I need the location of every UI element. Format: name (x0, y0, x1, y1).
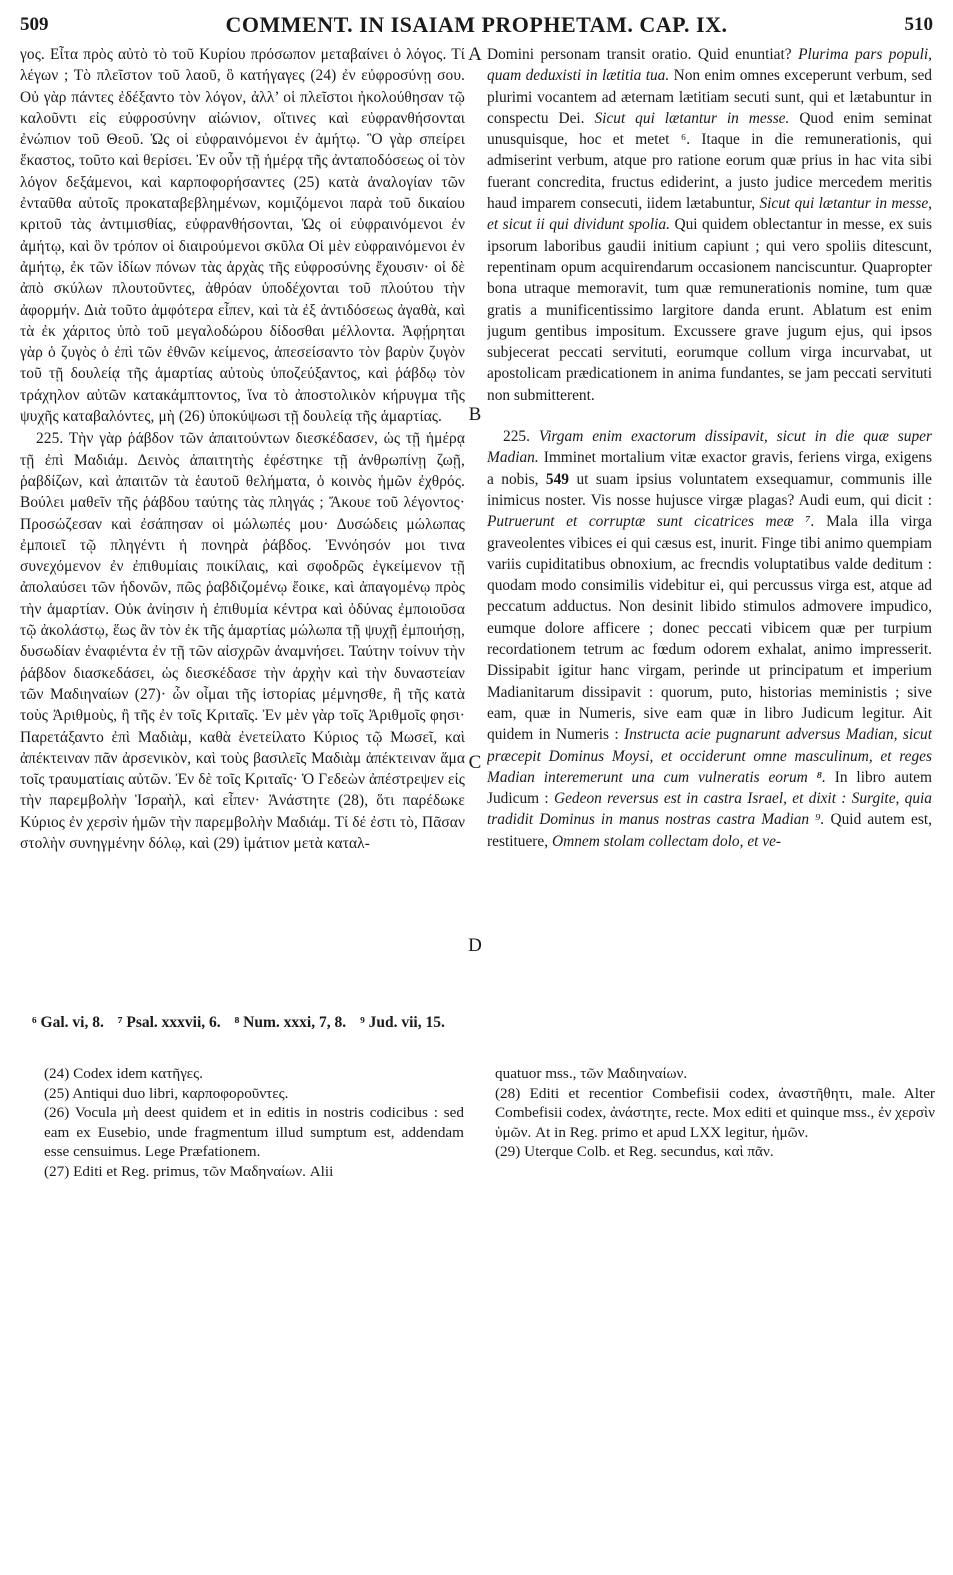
scripture-ref: ⁹ Jud. vii, 15. (360, 1014, 445, 1031)
margin-letter-b: B (468, 404, 482, 425)
latin-quote: Virgam enim exactorum dissipavit, sicut in die quæ super Madian. (487, 428, 932, 467)
footnote: quatuor mss., τῶν Μαδιηναίων. (495, 1065, 688, 1082)
column-marker: 549 (545, 470, 569, 488)
latin-text: Quod enim seminat unusquisque, hoc et metet ⁶. Itaque in die remunerationis, qui admiserint verbum, atque pro ratione eorum quæ prius in hac vita sibi fuerant concredita, fructus ediderint, a justo judice mercedem meritis haud imparem consecuti, iidem lætabuntur, (487, 109, 932, 213)
scripture-ref: ⁷ Psal. xxxvii, 6. (117, 1014, 221, 1031)
running-title: COMMENT. IN ISAIAM PROPHETAM. CAP. IX. (225, 12, 728, 37)
margin-letter-a: A (468, 44, 482, 65)
greek-paragraph: γος. Εἶτα πρὸς αὐτὸ τὸ τοῦ Κυρίου πρόσωπον μεταβαίνει ὁ λόγος. Τί λέγων ; Τὸ πλεῖστον τοῦ λαοῦ, ὃ κατήγαγες (24) ἐν εὐφροσύνῃ σου. Οὐ γὰρ πάντες ἐδέξαντο τὸν λόγον, ἀλλ’ οἱ πλεῖστοι ἠκολούθησαν τῷ καλοῦντι εἰς εὐφροσύνην αἰώνιον, οἵτινες καὶ εὐφρανθήσονται ἐνώπιον τοῦ Θεοῦ. Ὡς οἱ εὐφραινόμενοι ἐν ἀμήτῳ. Ὃ γὰρ σπείρει ἕκαστος, τοῦτο καὶ θερίσει. Ἐν οὖν τῇ ἡμέρᾳ τῆς ἀνταποδόσεως οἱ τὸν λόγον δεξάμενοι, καὶ καρποφορήσαντες (25) κατὰ ἀναλογίαν τῶν ἐνταῦθα αὐτοῖς προκαταβεβλημένων, κομιζόμενοι παρὰ τοῦ δικαίου κριτοῦ τὰς ἀντιμισθίας, εὐφρανθήσονται, Ὡς οἱ εὐφραινόμενοι ἐν ἀμήτῳ, καὶ ὃν τρόπον οἱ διαιρούμενοι σκῦλα Οἱ μὲν εὐφραινόμενοι ἐν ἀμήτῳ, ἐκ τῶν ἰδίων πόνων τὰς ἀρχὰς τῆς εὐφροσύνης ἔχουσιν· οἱ δὲ ἀπὸ σκύλων πλουτοῦντες, ἀθρόαν ὑποδέχονται τοῦ πλούτου τὴν ἀφορμήν. Διὰ τοῦτο ἀμφότερα εἶπεν, καὶ τὰ ἐξ ἀντιδόσεως ἀγαθὰ, καὶ τὰ ἐκ χάριτος ὑπὸ τοῦ μεγαλοδώρου δίδοσθαι μέλλοντα. Ἀφῄρηται γὰρ ὁ ζυγὸς ὁ ἐπὶ τῶν ἐθνῶν κείμενος, ἀπεσείσαντο τὸν βαρὺν ζυγὸν τοῦ τῇ δουλείᾳ τῆς ἁμαρτίας αὐτοὺς ὑποζεύξαντος, καὶ ῥάβδῳ τὸν τράχηλον αὐτῶν κατακάμπτοντος, ἵνα τὸ ἀποστολικὸν κήρυγμα τῆς ψυχῆς καταβαλόντες, μὴ (26) ὑποκύψωσι τῇ δουλείᾳ τῆς ἁμαρτίας. (20, 46, 465, 426)
latin-text: Qui quidem oblectantur in messe, ex suis ipsorum laboribus gaudii initium capiunt ; qui vero spoliis ditescunt, repentinam opum acquirendarum occasionem nanciscuntur. Quapropter bona utraque memoravit, tum quæ remunerationis nomine, tum quæ gratis a munificentissimo largitore danda erunt. Ablatum est enim jugum gentibus impositum. Excussere grave jugum ejus, qui ipsos subjecerat peccati servituti, eorumque collum virga incurvabat, ut apostolicam prædicationem in anima fundantes, se jam peccati servituti non submitterent. (487, 216, 932, 404)
running-header (20, 8, 933, 42)
footnotes-left (44, 1064, 464, 1181)
footnote: (28) Editi et recentior Combefisii codex, ἀναστῆθητι, male. Alter Combefisii codex, ἀνάστητε, recte. Mox editi et quinque mss., ἐν χερσὶν ὑμῶν. At in Reg. primo et apud LXX legitur, ἡμῶν. (495, 1084, 935, 1141)
latin-text: ut suam ipsius voluntatem exsequamur, communis ille inimicus noster. Vis nosse hujusce virgæ plagas? Audi eum, qui dicit : (487, 470, 932, 509)
latin-quote: Putruerunt et corruptæ sunt cicatrices meæ ⁷. (487, 513, 815, 531)
footnote: (27) Editi et Reg. primus, τῶν Μαδηναίων. Alii (44, 1162, 334, 1180)
page-number-left: 509 (20, 14, 49, 35)
greek-paragraph: 225. Τὴν γὰρ ῥάβδον τῶν ἀπαιτούντων διεσκέδασεν, ὡς τῇ ἡμέρᾳ τῇ ἐπὶ Μαδιάμ. Δεινὸς ἀπαιτητὴς ἐφέστηκε τῇ ἀνθρωπίνῃ ζωῇ, ῥαβδίζων, καὶ ἀπαιτῶν τὰ ἑαυτοῦ θελήματα, ὁ κοινὸς ἡμῶν ἐχθρός. Βούλει μαθεῖν τῆς ῥάβδου ταύτης τὰς πληγάς ; Ἄκουε τοῦ λέγοντος· Προσώζεσαν καὶ ἐσάπησαν οἱ μώλωπές μου· Δυσώδεις μώλωπας ἐμποιεῖ τῷ πληγέντι ἡ πονηρὰ ῥάβδος. Ἐννόησόν μοι τινα συνεχόμενον ἐν ἐπιθυμίαις ποικίλαις, καὶ σφοδρῶς ἐγκείμενον τῇ ἀπολαύσει τῶν ἡδονῶν, πῶς ῥαβδιζομένῳ ἔοικε, καὶ ἀπαγομένῳ πρὸς τὴν ἁμαρτίαν. Οὐκ ἀνίησιν ἡ ἐπιθυμία κέντρα καὶ ὀδύνας ἐμποιοῦσα τῷ ἀκολάστῳ, ἕως ἂν τὸν ἐκ τῆς ἁμαρτίας μώλωπα τῇ ψυχῇ ἐμποιήσῃ, δυσωδίαν ἐναφιέντα ἐν τῇ τῶν αἰσχρῶν ἀναμνήσει. Ταύτην τοίνυν τὴν ῥάβδον διασκεδάσει, ὡς διεσκέδασε τὴν ἀρχὴν καὶ τὴν δυναστείαν τῶν Μαδιηναίων (27)· ὧν οἶμαι τῆς ἱστορίας μέμνησθε, ἢ τῆς κατὰ τοὺς Ἀριθμοὺς, ἢ τῆς ἐν τοῖς Κριταῖς. Ἐν μὲν γὰρ τοῖς Ἀριθμοῖς φησι· Παρετάξαντο ἐπὶ Μαδιὰμ, καθὰ ἐνετείλατο Κύριος τῷ Μωσεῖ, καὶ ἀπέκτειναν πᾶν ἀρσενικὸν, καὶ τοὺς βασιλεῖς Μαδιὰμ ἀπέκτειναν ἅμα τοῖς τραυματίαις αὐτῶν. Ἐν δὲ τοῖς Κριταῖς· Ὁ Γεδεὼν ἀπέστρεψεν εἰς τὴν παρεμβολὴν Ἰσραὴλ, καὶ εἶπεν· Ἀνάστητε (28), ὅτι παρέδωκε Κύριος ἐν χερσὶν ἡμῶν τὴν παρεμβολὴν Μαδιάμ. Τί δέ ἐστι τὸ, Πᾶσαν στολὴν συνηγμένην δόλῳ, καὶ (29) ἱμάτιον μετὰ καταλ- (20, 430, 465, 852)
latin-paragraph (487, 44, 932, 406)
footnote: (25) Antiqui duo libri, καρποφοροῦντες. (44, 1084, 289, 1102)
latin-text: Mala illa virga graveolentes vibices ei qui cæsus est, inurit. Finge tibi animo quempiam variis cupiditatibus obnoxium, ac frecndis voluptatibus valde deditum : quodam modo consimilis videbitur ei, qui percussus virga est, atque ad peccatum adductus. Non desinit libido stimulos admovere impudico, eumque dolore afficere ; donec peccati vibicem quæ per turpium recordationem tetrum ac fœdum odorem exhalat, animo impresserit. Dissipabit igitur hanc virgam, perinde ut principatum et imperium Madianitarum dissipavit : quorum, puto, historias meministis ; sive eam, quæ in Numeris, sive eam quæ in libro Judicum legitur. Ait quidem in Numeris : (487, 513, 932, 744)
scripture-references (32, 1014, 932, 1032)
latin-quote: Gedeon reversus est in castra Israel, et dixit : Surgite, quia tradidit Dominus in manus nostras castra Madian ⁹. (487, 790, 932, 829)
latin-quote: Plurima pars populi, quam deduxisti in lætitia tua. (487, 46, 932, 85)
page-number-right: 510 (904, 14, 933, 35)
latin-quote: Sicut qui lætantur in messe. (594, 109, 790, 127)
footnote: (29) Uterque Colb. et Reg. secundus, καὶ πᾶν. (495, 1143, 774, 1160)
scripture-ref: ⁶ Gal. vi, 8. (32, 1014, 104, 1031)
latin-text: Quid autem est, restituere, (487, 811, 932, 850)
latin-text: Imminet mortalium vitæ exactor gravis, feriens virga, exigens a nobis, (487, 449, 932, 488)
section-number: 225. (503, 428, 530, 446)
margin-letter-c: C (468, 752, 482, 773)
latin-quote: Sicut qui lætantur in messe, et sicut ii qui dividunt spolia. (487, 195, 932, 234)
latin-paragraph (487, 426, 932, 852)
latin-text: Domini personam transit oratio. Quid enuntiat? (487, 46, 792, 63)
footnote: (24) Codex idem κατῆγες. (44, 1065, 203, 1082)
footnotes-right (495, 1064, 935, 1162)
margin-letter-d: D (468, 935, 482, 956)
latin-text: In libro autem Judicum : (487, 768, 932, 808)
latin-column (487, 44, 932, 1004)
greek-column (20, 44, 465, 1004)
latin-quote: Instructa acie pugnarunt adversus Madian, sicut præcepit Dominus Moysi, et occiderunt omne masculinum, et reges Madian interemerunt una cum vulneratis eorum ⁸. (487, 726, 932, 786)
footnote: (26) Vocula μὴ deest quidem et in editis in nostris codicibus : sed eam ex Eusebio, unde fragmentum illud sumptum est, addendam esse censuimus. Lege Præfationem. (44, 1104, 464, 1160)
scripture-ref: ⁸ Num. xxxi, 7, 8. (234, 1014, 347, 1031)
latin-text: Non enim omnes exceperunt verbum, sed plurimi vocantem ad æternam lætitiam secuti sunt, qui et lætabuntur in conspectu Dei. (487, 67, 932, 127)
latin-quote: Omnem stolam collectam dolo, et ve- (551, 832, 782, 850)
